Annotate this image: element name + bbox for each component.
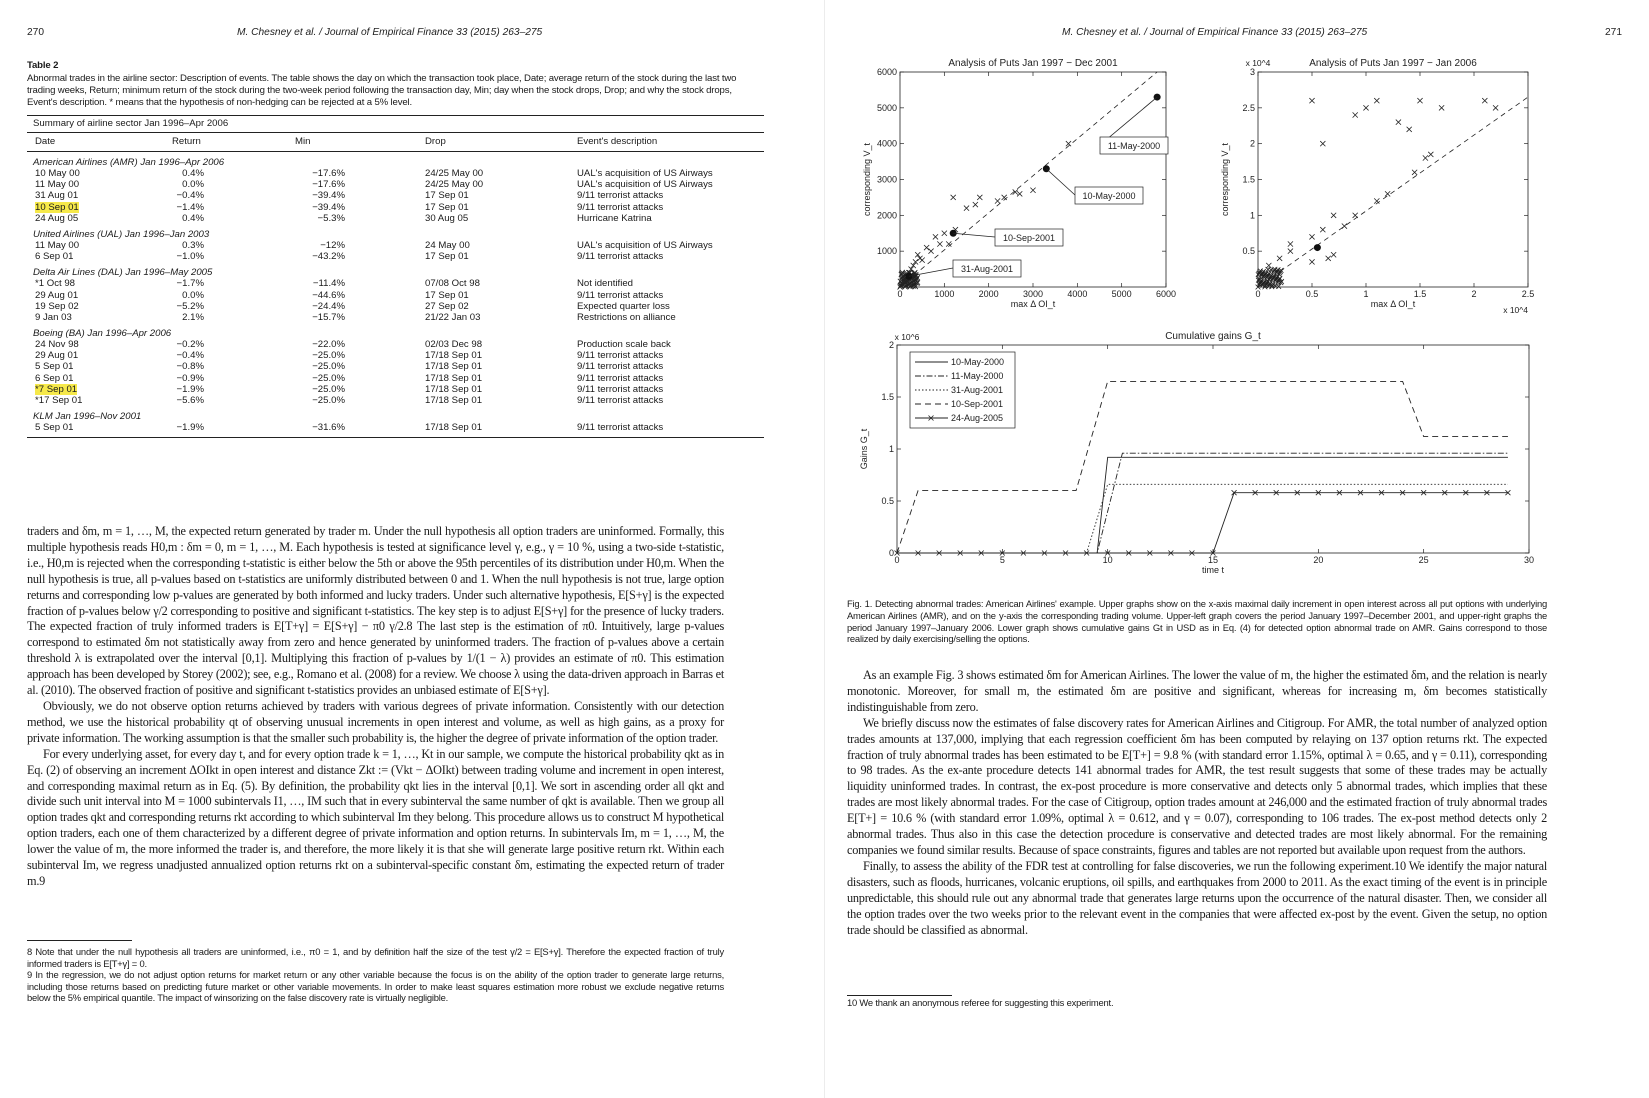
cell-date: 29 Aug 01: [35, 350, 79, 362]
y-tick-label: 5000: [876, 102, 897, 113]
cell-drop: 21/22 Jan 03: [425, 311, 481, 323]
cell-event: 9/11 terrorist attacks: [577, 201, 664, 213]
paragraph: We briefly discuss now the estimates of false discovery rates for American Airlines and Citigroup. For AMR, the total number of analyzed option trades amounts at 137,000, implying that each regression coefficient δm has been computed by relaying on 137 option returns rkt. The expected fraction of truly abnormal trades has been estimated to be E[T+] = 9.8 % (with standard error 1.15%, optimal λ = 0.65, and γ = 0.11), corresponding to 98 trades. As the ex-ante procedure detects 141 abnormal trades for AMR, the test result suggests that some of these trades may be actually liquidity uninformed trades. In contrast, the ex-post procedure is more conservative and detects only 5 abnormal trades, which implies that these trades are most likely abnormal trades. For the case of Citigroup, option trades amount at 246,000 and the estimated fraction of truly abnormal trades E[T+] = 10.6 % (with standard error 1.09%, optimal λ = 0.612, and γ = 0.07), corresponding to 106 trades. The ex-post method detects only 2 abnormal trades. Thus also in this case the detection procedure is conservative and detected trades are most likely abnormal. For the remaining companies we found similar results. Because of space constraints, figures and tables are not reported but available upon request from the authors.: [847, 715, 1547, 857]
cell-drop: 17/18 Sep 01: [425, 350, 483, 362]
cell-date: 11 May 00: [35, 239, 80, 251]
cell-event: Expected quarter loss: [577, 300, 670, 312]
x-multiplier: x 10^4: [1503, 305, 1528, 315]
x-tick-label: 2.5: [1521, 289, 1535, 299]
cell-event: Not identified: [577, 278, 633, 290]
x-axis-label: max Δ OI_t: [1370, 299, 1416, 309]
table-group-title: KLM Jan 1996–Nov 2001: [33, 411, 142, 423]
cell-event: Production scale back: [577, 339, 671, 351]
table-row: [27, 168, 764, 179]
cell-min: −31.6%: [312, 422, 345, 434]
y-tick-label: 1.5: [1242, 174, 1255, 185]
x-tick-label: 1: [1363, 289, 1369, 299]
figure-caption: Fig. 1. Detecting abnormal trades: American Airlines' example. Upper graphs show on the x-axis maximal daily increment in open interest across all put options with underlying American Airlines (AMR), and on the y-axis the corresponding trading volume. Upper-left graph covers the period January 1997–December 2001, and upper-right graphs the period January 1997–January 2006. Lower graph shows cumulative gains Gt in USD as in Eq. (4) for detected option abnormal trade on AMR. Gains correspond to those realized by daily exercising/selling the options.: [847, 598, 1547, 645]
chart-title: Cumulative gains G_t: [1165, 331, 1261, 342]
annotation-label: 31-Aug-2001: [960, 264, 1014, 274]
y-axis-label: corresponding V_t: [1220, 142, 1230, 217]
table-summary-title: Summary of airline sector Jan 1996–Apr 2006: [33, 118, 229, 129]
cell-return: −0.2%: [176, 339, 204, 351]
y-tick-label: 1: [1249, 210, 1255, 221]
cell-min: −44.6%: [312, 289, 345, 301]
cell-return: 0.4%: [182, 168, 204, 179]
cell-return: 0.0%: [182, 289, 204, 301]
cell-date: 10 May 00: [35, 168, 80, 179]
cell-drop: 30 Aug 05: [425, 212, 469, 224]
table-group-title: United Airlines (UAL) Jan 1996–Jan 2003: [33, 228, 210, 240]
cell-return: 0.3%: [182, 239, 204, 251]
cell-event: 9/11 terrorist attacks: [577, 372, 664, 384]
table-row: [27, 179, 764, 190]
plot-frame: [900, 72, 1166, 287]
table-header: [27, 133, 764, 151]
table-group-title: American Airlines (AMR) Jan 1996–Apr 2006: [33, 157, 225, 168]
cell-return: 0.4%: [182, 212, 204, 224]
cell-event: UAL's acquisition of US Airways: [577, 239, 713, 251]
x-tick-label: 1.5: [1413, 289, 1427, 299]
paragraph: Obviously, we do not observe option returns achieved by traders with various degrees of private information. Consistently with our detection method, we use the historical probability qt of observing unusual increments in open interest and volume, as well as high gains, as a proxy for private information. The working assumption is that the smaller such probability is, the higher the degree of private information of the option trader.: [27, 698, 724, 745]
cell-drop: 17/18 Sep 01: [425, 383, 483, 395]
cell-min: −24.4%: [312, 300, 345, 312]
y-multiplier: x 10^6: [894, 332, 920, 342]
cell-date: 5 Sep 01: [35, 361, 74, 373]
y-tick-label: 6000: [876, 67, 897, 77]
footnote-rule: [847, 995, 952, 996]
table-group: [27, 411, 764, 433]
cell-drop: 27 Sep 02: [425, 300, 469, 312]
cell-return: −0.9%: [176, 372, 204, 384]
cell-drop: 07/08 Oct 98: [425, 278, 480, 290]
table-group: [27, 267, 764, 323]
annotation-label: 11-May-2000: [1107, 141, 1161, 151]
col-header-event: Event's description: [577, 136, 658, 147]
x-tick-label: 10: [1102, 555, 1113, 565]
table-group: [27, 229, 764, 262]
paragraph: For every underlying asset, for every day t, and for every option trade k = 1, …, Kt in our sample, we compute the historical probability qkt as in Eq. (2) of observing an increment ΔOIkt in open interest and distance Zkt := (Vkt − ΔOIkt) between trading volume and increment in open interest, and corresponding maximal return as in Eq. (5). By definition, the probability qkt lies in the interval [0,1]. We sort in ascending order all qkt and divide such unit interval into M = 1000 subintervals I1, …, IM such that in every subinterval the same number of qkt is available. Then we group all option trades qkt and corresponding returns rkt according to which subinterval Im they belong. This procedure allows us to construct M hypothetical option traders, each one of them characterized by a different degree of private information and option returns. In subintervals Im, m = 1, …, M, the lower the value of m, the more informed the trader is, and therefore, the more likely it is that she will generate large positive return rkt. Within each subinterval Im, we regress unadjusted annualized option returns rkt on a subinterval-specific constant δm, estimating the expected return of trader m.9: [27, 746, 724, 888]
x-tick-label: 0: [1255, 289, 1261, 299]
cell-min: −25.0%: [312, 372, 345, 384]
y-axis-label: corresponding V_t: [862, 142, 872, 217]
col-header-drop: Drop: [425, 136, 446, 147]
y-multiplier: x 10^4: [1245, 58, 1271, 68]
col-header-min: Min: [295, 136, 311, 147]
cell-event: Restrictions on alliance: [577, 311, 676, 323]
table-row: [27, 190, 764, 201]
y-tick-label: 4000: [876, 138, 897, 149]
table-row: [27, 384, 764, 395]
cell-event: 9/11 terrorist attacks: [577, 361, 664, 373]
x-axis-label: time t: [1201, 565, 1225, 575]
figure-1: [825, 40, 1649, 630]
footnote-rule: [27, 940, 132, 941]
cell-date: 24 Aug 05: [35, 212, 79, 224]
events-table: [27, 115, 764, 438]
paragraph: traders and δm, m = 1, …, M, the expected return generated by trader m. Under the null hypothesis all option traders are uninformed. Formally, this multiple hypothesis reads H0,m : δm = 0, m = 1, …, M. Each hypothesis is tested at significance level γ, e.g., γ = 10 %, using a two-side t-statistic, i.e., H0,m is rejected when the corresponding t-statistic is either below the 5th or above the 95th percentiles of its distribution under H0,m. When the null hypothesis is true, all p-values based on t-statistics are uniformly distributed between 0 and 1. When the null hypothesis is not true, large option returns and corresponding low p-values are generated by both informed and lucky traders. Under such alternative hypothesis, E[S+γ] is the expected fraction of p-values below γ/2 corresponding to positive and significant t-statistics. The key step is to adjust E[S+γ] for the presence of lucky traders. The expected fraction of truly informed traders is E[T+γ] = E[S+γ] − π0 γ/2.8 The last step is the estimation of π0. Intuitively, large p-values correspond to estimated δm not statistically away from zero and hence generated by uninformed traders. The fraction of p-values above a certain threshold λ is extrapolated over the interval [0,1]. Multiplying this fraction of p-values by 1/(1 − λ) provides an estimate of π0. This estimation approach has been developed by Storey (2002); see, e.g., Romano et al. (2008) for a review. We choose λ using the data-driven approach in Barras et al. (2010). The observed fraction of positive and significant t-statistics provides an unbiased estimate of E[S+γ].: [27, 524, 724, 698]
paragraph: Finally, to assess the ability of the FDR test at controlling for false discoveries, we run the following experiment.10 We identify the major natural disasters, such as floods, hurricanes, volcanic eruptions, oil spills, and earthquakes from 2000 to 2011. As the exact timing of the event is in principle unpredictable, this should rule out any abnormal trade that generates large returns upon the occurrence of the natural disaster. Then, we consider all the option trades over the two weeks prior to the relevant event in the companies that were affected ex-post by the event. Given the setup, no option trade should be classified as abnormal.: [847, 858, 1547, 937]
x-tick-label: 5: [999, 555, 1005, 565]
table-row: [27, 251, 764, 262]
cell-return: 2.1%: [182, 311, 204, 323]
cell-min: −39.4%: [312, 201, 345, 213]
cell-date: *1 Oct 98: [35, 278, 75, 290]
table-group: [27, 157, 764, 224]
x-tick-label: 5000: [1111, 289, 1132, 299]
cell-min: −11.4%: [312, 278, 345, 290]
page-number: 270: [27, 27, 44, 38]
table-row: [27, 278, 764, 289]
cell-date: 24 Nov 98: [35, 339, 79, 351]
plot-frame: [1258, 72, 1528, 287]
x-tick-label: 0.5: [1305, 289, 1319, 299]
table-caption-text: Abnormal trades in the airline sector: Description of events. The table shows the day on which the transaction took place, Date; average return of the stock during the last two trading weeks, Return; minimum return of the stock during the two-week period following the transaction day, Min; day when the stock drops, Drop; and why the stock drops, Event's description. * means that the hypothesis of non-hedging can be rejected at a 5% level.: [27, 73, 737, 108]
x-tick-label: 2000: [978, 289, 999, 299]
running-head: M. Chesney et al. / Journal of Empirical Finance 33 (2015) 263–275: [1062, 27, 1368, 38]
table-body: [27, 157, 764, 433]
cell-min: −17.6%: [312, 179, 345, 191]
cell-return: −1.4%: [176, 201, 204, 213]
cell-event: UAL's acquisition of US Airways: [577, 168, 713, 179]
cell-min: −43.2%: [312, 251, 345, 263]
chart-title: Analysis of Puts Jan 1997 − Dec 2001: [948, 58, 1118, 69]
table-row: [27, 361, 764, 372]
y-tick-label: 3: [1249, 67, 1255, 77]
y-tick-label: 0: [888, 548, 894, 558]
cell-min: −17.6%: [312, 168, 345, 179]
cell-date: 31 Aug 01: [35, 190, 79, 202]
y-tick-label: 2: [888, 340, 894, 350]
right-page: [825, 0, 1649, 1098]
y-axis-label: Gains G_t: [859, 428, 869, 470]
table-row: [27, 373, 764, 384]
table-group: [27, 328, 764, 406]
x-tick-label: 1000: [934, 289, 955, 299]
x-tick-label: 3000: [1022, 289, 1044, 299]
cell-date: 9 Jan 03: [35, 311, 72, 323]
annotation-label: 10-May-2000: [1082, 191, 1136, 201]
cell-return: −0.4%: [176, 190, 204, 202]
cell-date: 6 Sep 01: [35, 251, 74, 263]
cell-min: −12%: [320, 239, 345, 251]
cell-min: −25.0%: [312, 361, 345, 373]
cell-date: *7 Sep 01: [35, 383, 78, 395]
legend-label: 10-Sep-2001: [951, 399, 1004, 409]
cell-drop: 24 May 00: [425, 239, 470, 251]
x-tick-label: 0: [897, 289, 903, 299]
cell-drop: 24/25 May 00: [425, 168, 484, 179]
col-header-return: Return: [172, 136, 201, 147]
cell-date: 29 Aug 01: [35, 289, 79, 301]
annotation-label: 10-Sep-2001: [1002, 233, 1056, 243]
cell-drop: 24/25 May 00: [425, 179, 484, 191]
running-head: M. Chesney et al. / Journal of Empirical Finance 33 (2015) 263–275: [237, 27, 543, 38]
right-body-text: [847, 668, 1547, 938]
cell-date: 11 May 00: [35, 179, 80, 191]
y-tick-label: 0.5: [881, 496, 894, 506]
y-tick-label: 1: [888, 444, 894, 454]
cell-event: 9/11 terrorist attacks: [577, 289, 664, 301]
chart-cumulative-gains: [859, 331, 1534, 575]
x-axis-label: max Δ OI_t: [1010, 299, 1056, 309]
left-page: [0, 0, 824, 1098]
x-tick-label: 25: [1418, 555, 1429, 565]
legend-label: 11-May-2000: [951, 371, 1004, 381]
cell-drop: 17/18 Sep 01: [425, 422, 483, 434]
left-body-text: [27, 524, 724, 890]
cell-min: −25.0%: [312, 383, 345, 395]
cell-drop: 17/18 Sep 01: [425, 372, 483, 384]
cell-event: 9/11 terrorist attacks: [577, 190, 664, 202]
cell-date: 10 Sep 01: [35, 201, 79, 213]
cell-min: −22.0%: [312, 339, 345, 351]
cell-drop: 02/03 Dec 98: [425, 339, 483, 351]
y-tick-label: 1000: [876, 246, 897, 257]
table-label: Table 2: [27, 60, 59, 71]
chart-title: Analysis of Puts Jan 1997 − Jan 2006: [1309, 58, 1477, 69]
table-row: [27, 301, 764, 312]
cell-date: 6 Sep 01: [35, 372, 74, 384]
table-row: [27, 350, 764, 361]
x-tick-label: 4000: [1067, 289, 1088, 299]
cell-min: −39.4%: [312, 190, 345, 202]
chart-puts-1997-2006: [1220, 58, 1534, 315]
table-row: [27, 240, 764, 251]
footnote-9: 9 In the regression, we do not adjust option returns for market return or any other variable because the focus is on the ability of the option trader to generate large returns, including those returns based on predicting future market or other variable movements. In order to make least squares estimation more robust we exclude negative returns below the 5% empirical quantile. The impact of winsorizing on the false discovery rate is virtually negligible.: [27, 969, 724, 1004]
legend-label: 10-May-2000: [951, 357, 1005, 367]
x-tick-label: 20: [1313, 555, 1324, 565]
table-row: [27, 395, 764, 406]
table-caption: [27, 60, 764, 109]
cell-event: Hurricane Katrina: [577, 212, 652, 224]
cell-event: 9/11 terrorist attacks: [577, 422, 664, 434]
footnote-10: 10 We thank an anonymous referee for suggesting this experiment.: [847, 997, 1114, 1008]
table-row: [27, 213, 764, 224]
cell-drop: 17 Sep 01: [425, 201, 469, 213]
col-header-date: Date: [35, 136, 56, 147]
table-row: [27, 339, 764, 350]
table-row: [27, 312, 764, 323]
cell-return: −1.0%: [176, 251, 204, 263]
y-tick-label: 0.5: [1242, 246, 1255, 257]
cell-date: 19 Sep 02: [35, 300, 79, 312]
cell-drop: 17/18 Sep 01: [425, 361, 483, 373]
cell-return: −0.8%: [176, 361, 204, 373]
cell-event: UAL's acquisition of US Airways: [577, 179, 713, 191]
cell-return: −5.2%: [176, 300, 204, 312]
y-tick-label: 3000: [876, 174, 897, 185]
cell-return: −1.9%: [176, 383, 204, 395]
cell-drop: 17/18 Sep 01: [425, 395, 483, 406]
cell-drop: 17 Sep 01: [425, 251, 469, 263]
cell-min: −15.7%: [312, 311, 345, 323]
cell-return: −1.7%: [176, 278, 204, 290]
y-tick-label: 1.5: [881, 392, 894, 402]
x-tick-label: 2: [1471, 289, 1477, 299]
legend-label: 31-Aug-2001: [951, 385, 1004, 395]
table-group-title: Delta Air Lines (DAL) Jan 1996–May 2005: [33, 267, 213, 279]
cell-event: 9/11 terrorist attacks: [577, 383, 664, 395]
footnote-8: 8 Note that under the null hypothesis all traders are uninformed, i.e., π0 = 1, and by definition half the size of the test γ/2 = E[S+γ]. Therefore the expected fraction of truly informed traders is E[T+γ] = 0.: [27, 946, 724, 969]
y-tick-label: 2.5: [1242, 102, 1255, 113]
cell-min: −5.3%: [317, 212, 345, 224]
y-tick-label: 2: [1249, 138, 1255, 149]
table-group-title: Boeing (BA) Jan 1996–Apr 2006: [33, 328, 172, 340]
cell-event: 9/11 terrorist attacks: [577, 350, 664, 362]
x-tick-label: 6000: [1155, 289, 1177, 299]
cell-drop: 17 Sep 01: [425, 190, 469, 202]
cell-event: 9/11 terrorist attacks: [577, 395, 664, 406]
cell-min: −25.0%: [312, 395, 345, 406]
x-tick-label: 30: [1523, 555, 1535, 565]
table-row: [27, 290, 764, 301]
page-number: 271: [1605, 27, 1622, 38]
highlighted-point: [1314, 244, 1321, 251]
table-row: [27, 422, 764, 433]
y-tick-label: 2000: [876, 210, 897, 221]
cell-event: 9/11 terrorist attacks: [577, 251, 664, 263]
cell-return: 0.0%: [182, 179, 204, 191]
table-row: [27, 202, 764, 213]
x-tick-label: 15: [1207, 555, 1219, 565]
x-tick-label: 0: [894, 555, 900, 565]
cell-return: −5.6%: [176, 395, 204, 406]
left-footnotes: [27, 946, 724, 1004]
paragraph: As an example Fig. 3 shows estimated δm for American Airlines. The lower the value of m, the higher the estimated δm, and the relation is nearly monotonic. Moreover, for small m, the estimated δm are positive and significant, whereas for increasing m, δm becomes statistically indistinguishable from zero.: [847, 668, 1547, 714]
cell-drop: 17 Sep 01: [425, 289, 469, 301]
cell-date: 5 Sep 01: [35, 422, 74, 434]
cell-date: *17 Sep 01: [35, 395, 83, 406]
cell-min: −25.0%: [312, 350, 345, 362]
chart-puts-1997-2001: [862, 58, 1176, 309]
cell-return: −1.9%: [176, 422, 204, 434]
cell-return: −0.4%: [176, 350, 204, 362]
legend-label: 24-Aug-2005: [951, 413, 1004, 423]
